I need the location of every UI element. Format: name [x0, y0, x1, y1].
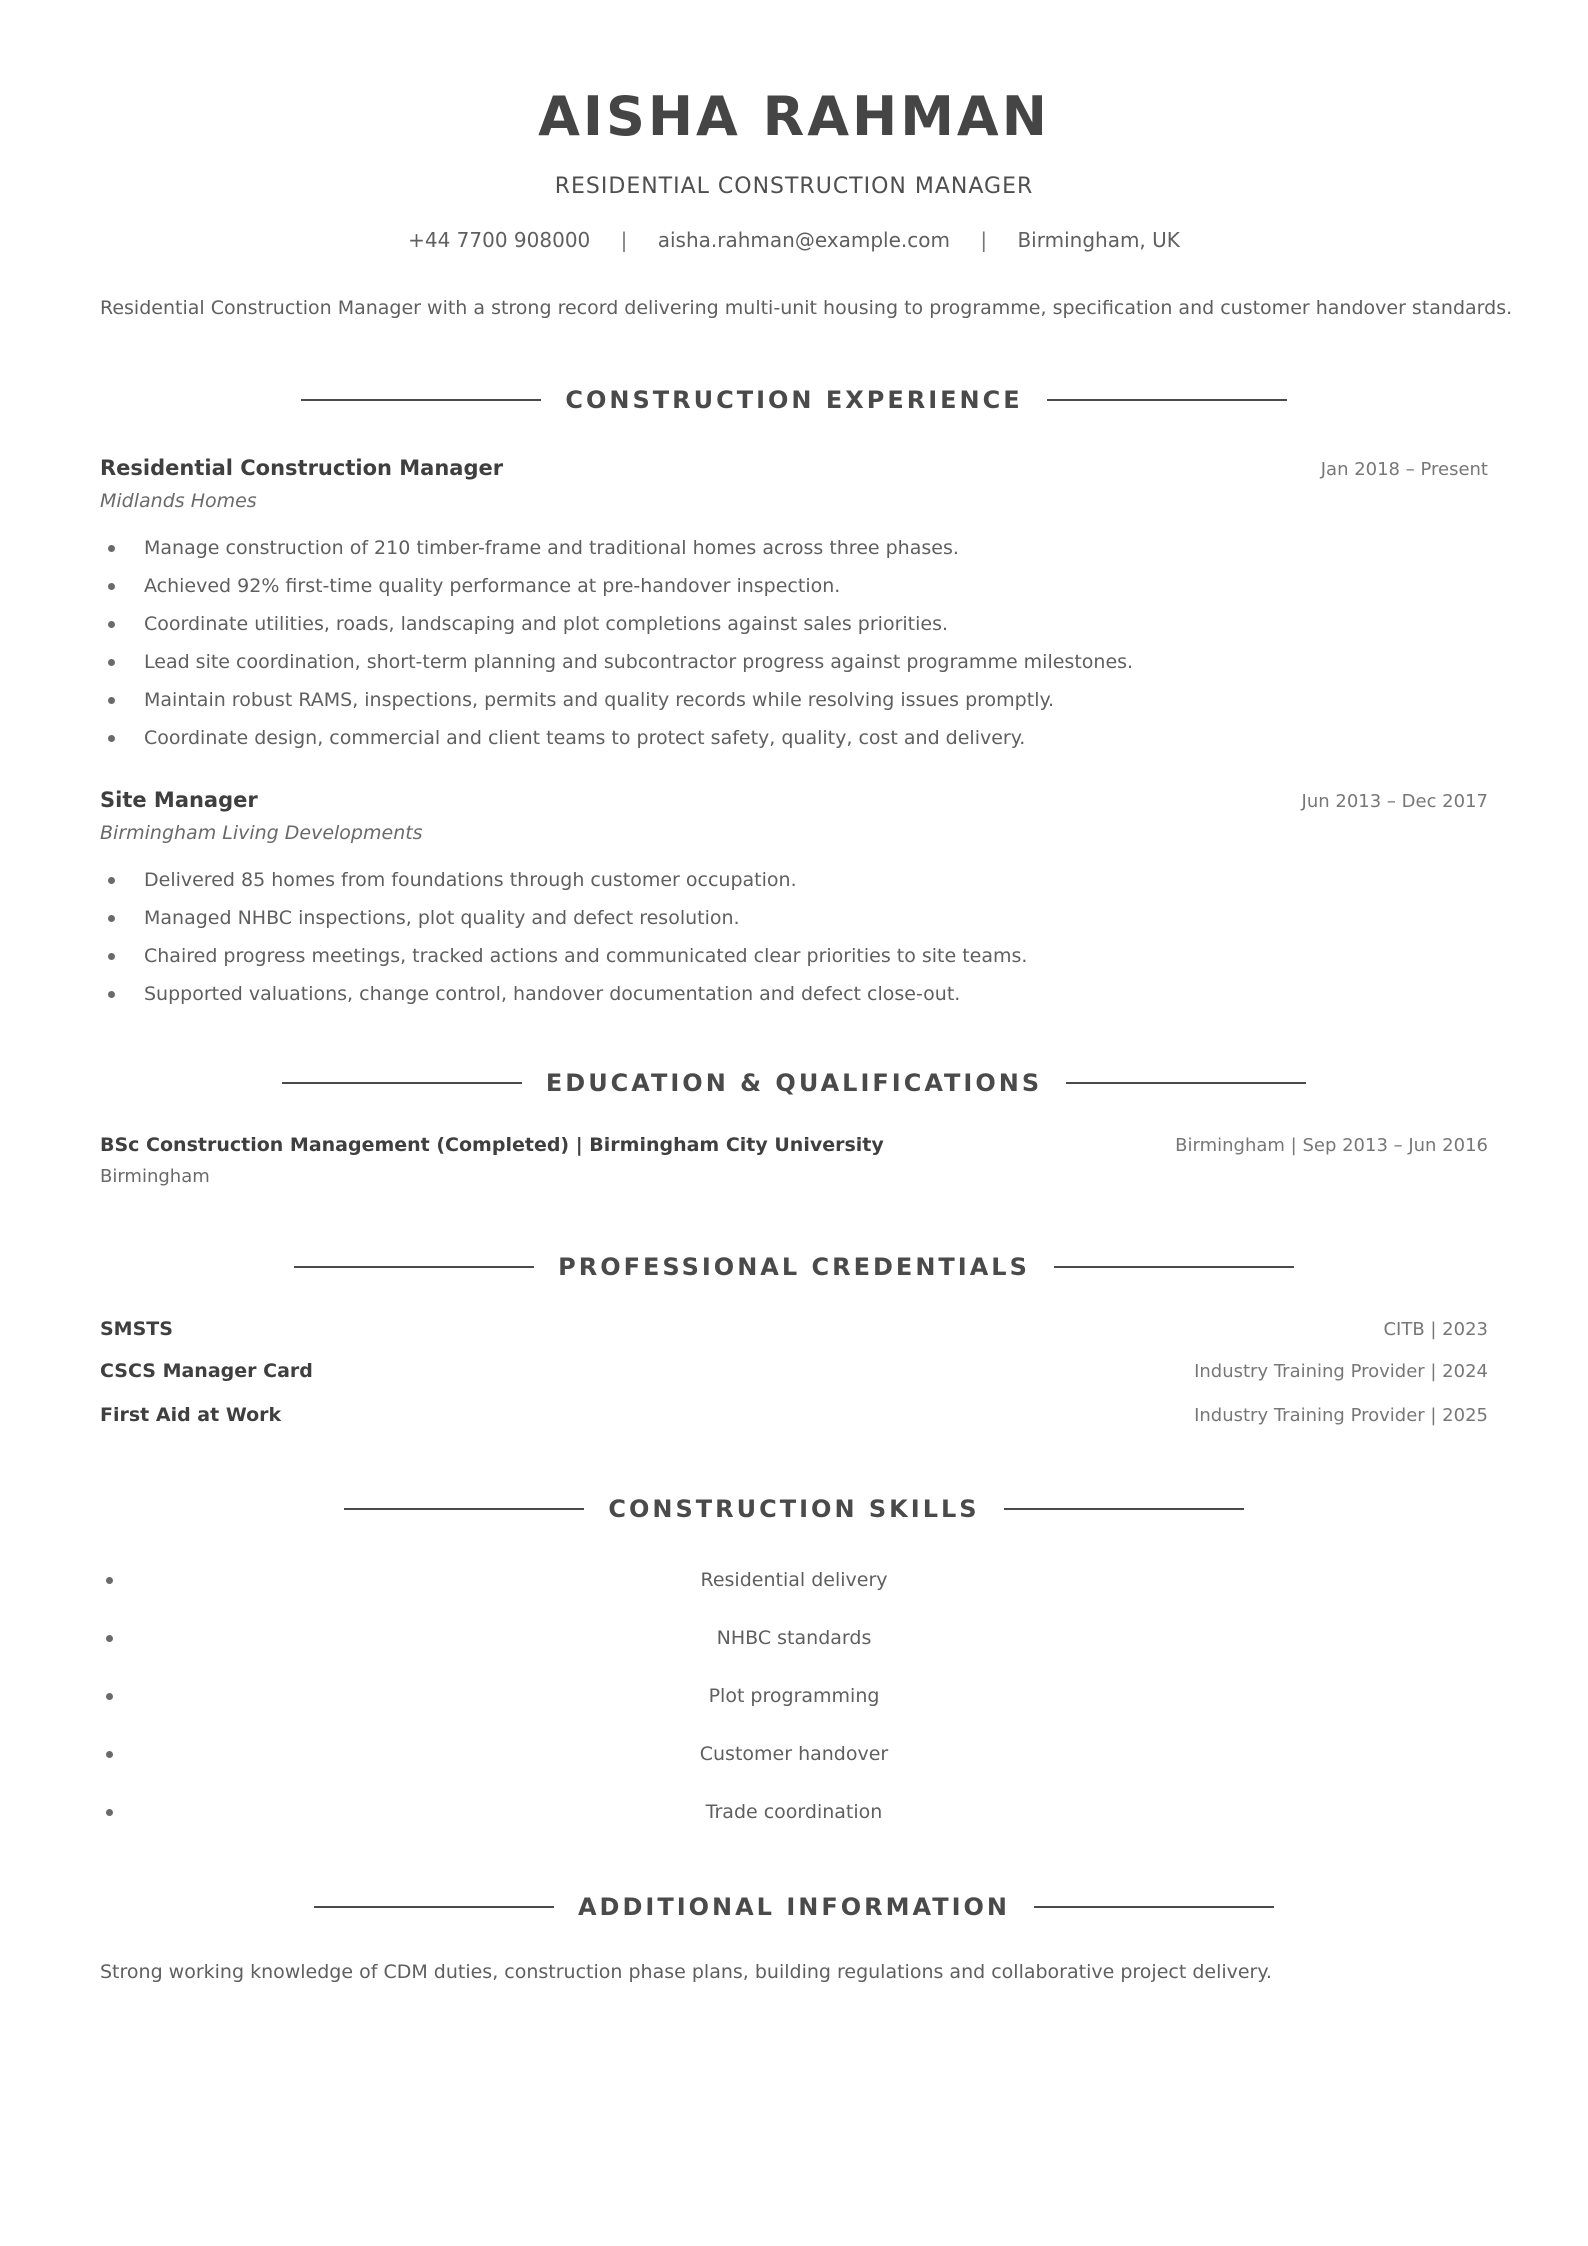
skills-list: [100, 1566, 1488, 1856]
contact-phone: +44 7700 908000: [408, 228, 591, 252]
section-rule: [294, 1266, 534, 1268]
section-rule: [1004, 1508, 1244, 1510]
section-rule: [314, 1906, 554, 1908]
list-item: Chaired progress meetings, tracked actions and communicated clear priorities to site teams.: [100, 942, 1027, 980]
education-title: BSc Construction Management (Completed) | Birmingham City University: [100, 1134, 884, 1156]
section-rule: [1054, 1266, 1294, 1268]
contact-separator: |: [980, 228, 988, 252]
section-title: PROFESSIONAL CREDENTIALS: [558, 1253, 1030, 1281]
list-item: Achieved 92% first-time quality performance at pre-handover inspection.: [100, 572, 1133, 610]
contact-separator: |: [620, 228, 628, 252]
credential-name: CSCS Manager Card: [100, 1360, 313, 1382]
skill-item: Residential delivery: [100, 1566, 1488, 1624]
credential-name: SMSTS: [100, 1318, 173, 1340]
skill-item: Plot programming: [100, 1682, 1488, 1740]
contact-location: Birmingham, UK: [1017, 228, 1180, 252]
section-header-credentials: [100, 1250, 1488, 1284]
section-header-experience: [100, 383, 1488, 417]
job-header: [100, 456, 1488, 480]
credential-name: First Aid at Work: [100, 1404, 282, 1426]
section-title: CONSTRUCTION SKILLS: [608, 1495, 980, 1523]
candidate-name: AISHA RAHMAN: [538, 85, 1050, 148]
section-rule: [282, 1082, 522, 1084]
section-rule: [1066, 1082, 1306, 1084]
section-rule: [1047, 399, 1287, 401]
list-item: Supported valuations, change control, handover documentation and defect close-out.: [100, 980, 1027, 1018]
education-meta: Birmingham | Sep 2013 – Jun 2016: [1175, 1135, 1488, 1156]
list-item: Coordinate utilities, roads, landscaping and plot completions against sales priorities.: [100, 610, 1133, 648]
skill-item: Customer handover: [100, 1740, 1488, 1798]
job-dates: Jan 2018 – Present: [1320, 459, 1488, 480]
list-item: Coordinate design, commercial and client teams to protect safety, quality, cost and delivery.: [100, 724, 1133, 762]
credential-meta: Industry Training Provider | 2025: [1194, 1405, 1488, 1426]
job-title: Residential Construction Manager: [100, 456, 504, 480]
job-header: [100, 788, 1488, 812]
list-item: Managed NHBC inspections, plot quality and defect resolution.: [100, 904, 1027, 942]
job-company: Midlands Homes: [100, 490, 257, 512]
education-location: Birmingham: [100, 1166, 210, 1187]
skill-item: Trade coordination: [100, 1798, 1488, 1856]
job-bullets: [100, 534, 1133, 762]
list-item: Delivered 85 homes from foundations through customer occupation.: [100, 866, 1027, 904]
section-rule: [1034, 1906, 1274, 1908]
job-company: Birmingham Living Developments: [100, 822, 423, 844]
additional-info: Strong working knowledge of CDM duties, construction phase plans, building regulations and collaborative project delivery.: [100, 1961, 1272, 1983]
credential-row: [100, 1318, 1488, 1340]
section-header-education: [100, 1066, 1488, 1100]
section-header-skills: [100, 1492, 1488, 1526]
credential-row: [100, 1360, 1488, 1382]
section-title: ADDITIONAL INFORMATION: [577, 1893, 1011, 1921]
education-header: [100, 1134, 1488, 1156]
job-bullets: [100, 866, 1027, 1018]
credential-row: [100, 1404, 1488, 1426]
job-dates: Jun 2013 – Dec 2017: [1301, 791, 1488, 812]
list-item: Manage construction of 210 timber-frame and traditional homes across three phases.: [100, 534, 1133, 572]
section-rule: [301, 399, 541, 401]
skill-item: NHBC standards: [100, 1624, 1488, 1682]
profile-summary: Residential Construction Manager with a strong record delivering multi-unit housing to programme, specification and customer handover standards.: [100, 297, 1513, 319]
contact-email: aisha.rahman@example.com: [657, 228, 950, 252]
list-item: Maintain robust RAMS, inspections, permits and quality records while resolving issues promptly.: [100, 686, 1133, 724]
section-rule: [344, 1508, 584, 1510]
credential-meta: CITB | 2023: [1383, 1319, 1488, 1340]
section-header-additional: [100, 1890, 1488, 1924]
credential-meta: Industry Training Provider | 2024: [1194, 1361, 1488, 1382]
section-title: EDUCATION & QUALIFICATIONS: [545, 1069, 1043, 1097]
list-item: Lead site coordination, short-term planning and subcontractor progress against programme milestones.: [100, 648, 1133, 686]
job-title: Site Manager: [100, 788, 258, 812]
section-title: CONSTRUCTION EXPERIENCE: [565, 386, 1023, 414]
contact-line: [100, 226, 1488, 254]
candidate-title: RESIDENTIAL CONSTRUCTION MANAGER: [554, 174, 1034, 199]
